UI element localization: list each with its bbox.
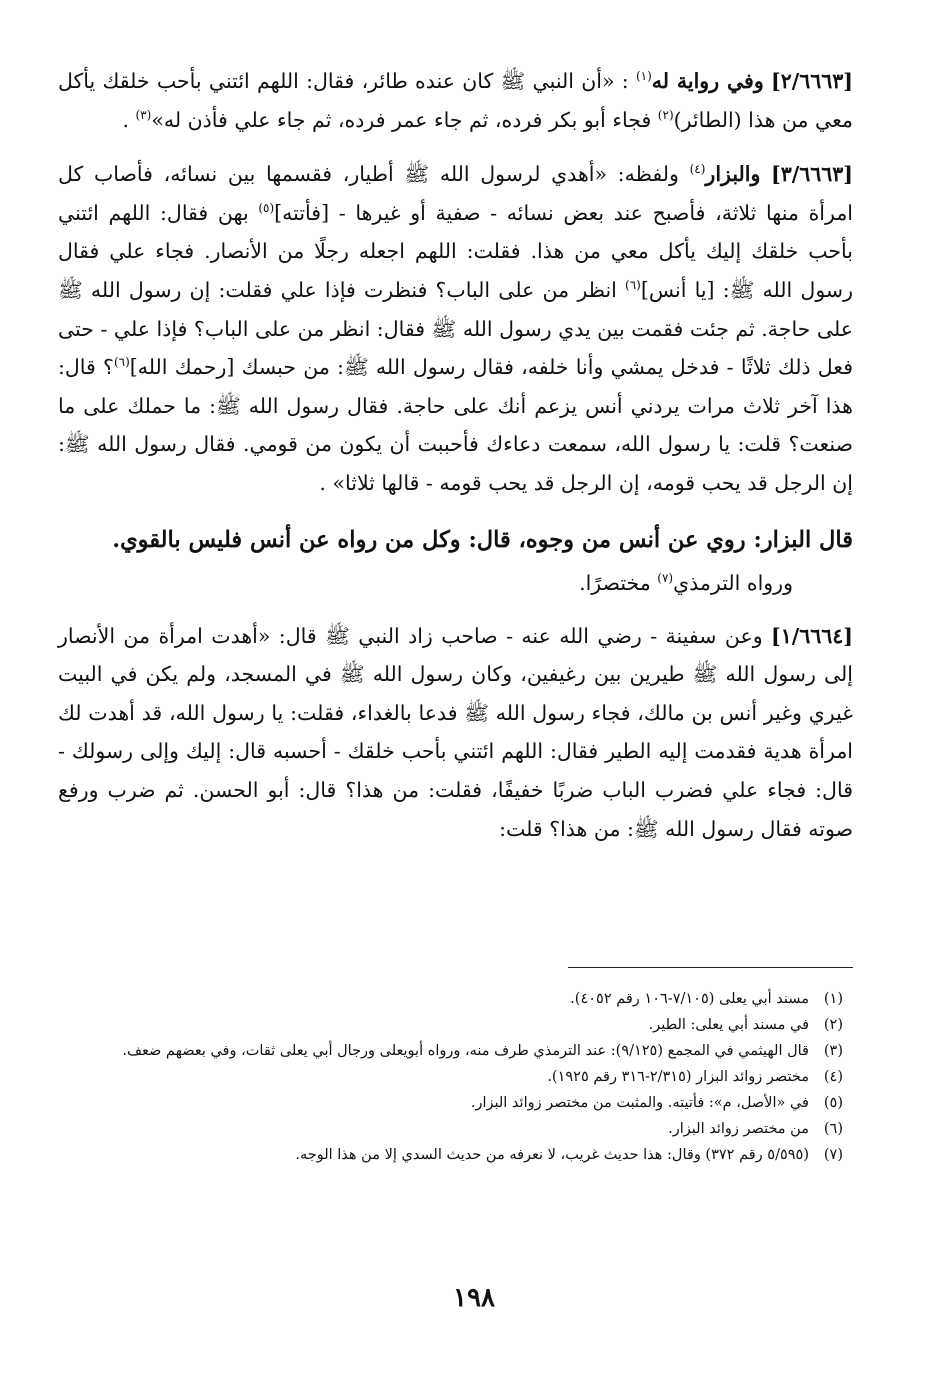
hadith-text: بهن فقال: اللهم ائتني بأحب خلقك إليك يأكل معي من هذا. فقلت: اللهم اجعله رجلًا من الأنصار. فجاء علي فقال رسول الله ﷺ: [يا أنس] [58,200,853,302]
hadith-lead: والبزار [705,162,761,187]
footnote-marker: (٣) [135,107,152,122]
hadith-text: . [122,107,136,132]
footnote-text: مختصر زوائد البزار (٢/٣١٥-٣١٦ رقم ١٩٢٥). [547,1069,809,1085]
footnote-marker: (٥) [258,200,275,215]
hadith-ref: [٣/٦٦٦٣] [771,162,853,187]
hadith-text: وعن سفينة - رضي الله عنه - صاحب زاد النبي ﷺ قال: «أهدت امرأة من الأنصار إلى رسول الله ﷺ طيرين بين رغيفين، وكان رسول الله ﷺ في المسجد، ولم يكن في البيت غيري وغير أنس بن مالك، فجاء رسول الله ﷺ فدعا بالغداء، فقلت: يا رسول الله، قد أهدت لك امرأة هدية فقدمت إليه الطير فقال: اللهم ائتني بأحب خلقك - أحسبه قال: إليك وإلى رسولك - قال: فجاء علي فضرب الباب ضربًا خفيفًا، فقلت: من هذا؟ قال: أبو الحسن. ثم ضرب ورفع صوته فقال رسول الله ﷺ: من هذا؟ قلت: [58,623,853,841]
footnote-marker: (٧) [657,570,674,585]
footnote [58,1038,843,1064]
footnote-marker: (٦) [113,355,130,370]
footnote [58,1012,843,1038]
footnote-number: (١) [823,991,843,1007]
page-number: ١٩٨ [453,1283,495,1313]
hadith-text: فجاء أبو بكر فرده، ثم جاء عمر فرده، ثم جاء علي فأذن له» [151,107,658,132]
footnote [58,1142,843,1168]
footnote-text: من مختصر زوائد البزار. [668,1121,809,1137]
hadith-text: : «أن النبي ﷺ كان عنده طائر، فقال: اللهم ائتني بأحب خلقك يأكل معي من هذا (الطائر) [58,69,853,132]
footnote-text: في مسند أبي يعلى: الطير. [648,1017,809,1033]
footnote [58,986,843,1012]
tirmidhi-line [58,563,853,603]
tirmidhi-text: ورواه الترمذي [673,570,793,595]
footnote-text: مسند أبي يعلى (٧/١٠٥-١٠٦ رقم ٤٠٥٢). [570,991,809,1007]
footnotes [58,986,843,1168]
footnote-text: (٥/٥٩٥ رقم ٣٧٢) وقال: هذا حديث غريب، لا نعرفه من حديث السدي إلا من هذا الوجه. [295,1147,809,1163]
footnote-text: في «الأصل، م»: فأتيته. والمثبت من مختصر زوائد البزار. [470,1095,809,1111]
footnote-marker: (١) [635,69,652,84]
footnote [58,1064,843,1090]
footnote-text: قال الهيثمي في المجمع (٩/١٢٥): عند الترمذي طرف منه، ورواه أبويعلى ورجال أبي يعلى ثقات، وفي بعضهم ضعف. [122,1043,809,1059]
footnote-number: (٢) [823,1017,843,1033]
main-text [58,62,853,864]
paragraph-6663-3 [58,155,853,502]
paragraph-6663-2 [58,62,853,139]
hadith-ref: [٢/٦٦٦٣] [771,69,853,93]
footnote-separator [568,967,853,968]
footnote-marker: (٦) [625,278,641,293]
footnote [58,1090,843,1116]
footnote-number: (٦) [823,1121,843,1137]
footnote-number: (٤) [823,1069,843,1085]
paragraph-6664-1 [58,617,853,849]
hadith-text: ولفظه: «أهدي لرسول الله ﷺ أطيار، فقسمها بين نسائه، فأصاب كل امرأة منها ثلاثة، فأصبح عند بعض نسائه - صفية أو غيرها - [فأتته] [58,162,853,225]
hadith-ref: [١/٦٦٦٤] [771,623,853,648]
footnote [58,1116,843,1142]
hadith-lead: وفي رواية له [651,69,764,93]
footnote-number: (٧) [823,1147,843,1163]
footnote-number: (٣) [823,1043,843,1059]
footnote-marker: (٤) [689,162,706,177]
footnote-marker: (٢) [657,107,674,122]
hadith-text: انظر من على الباب؟ فنظرت فإذا علي فقلت: إن رسول الله ﷺ على حاجة. ثم جئت فقمت بين يدي رسول الله ﷺ فقال: انظر من على الباب؟ فإذا علي - حتى فعل ذلك ثلاثًا - فدخل يمشي وأنا خلفه، فقال رسول الله ﷺ: من حبسك [رحمك الله] [58,277,853,380]
bazzar-statement: قال البزار: روي عن أنس من وجوه، قال: وكل من رواه عن أنس فليس بالقوي. [112,526,853,553]
footnote-number: (٥) [823,1095,843,1111]
tirmidhi-text: مختصرًا. [579,570,658,595]
hadith-text: ؟ قال: هذا آخر ثلاث مرات يردني أنس يزعم أنك على حاجة. فقال رسول الله ﷺ: ما حملك على ما صنعت؟ قلت: يا رسول الله، سمعت دعاءك فأحببت أن يكون من قومي. فقال رسول الله ﷺ: إن الرجل قد يحب قومه، إن الرجل قد يحب قومه - قالها ثلاثا» . [58,355,853,495]
